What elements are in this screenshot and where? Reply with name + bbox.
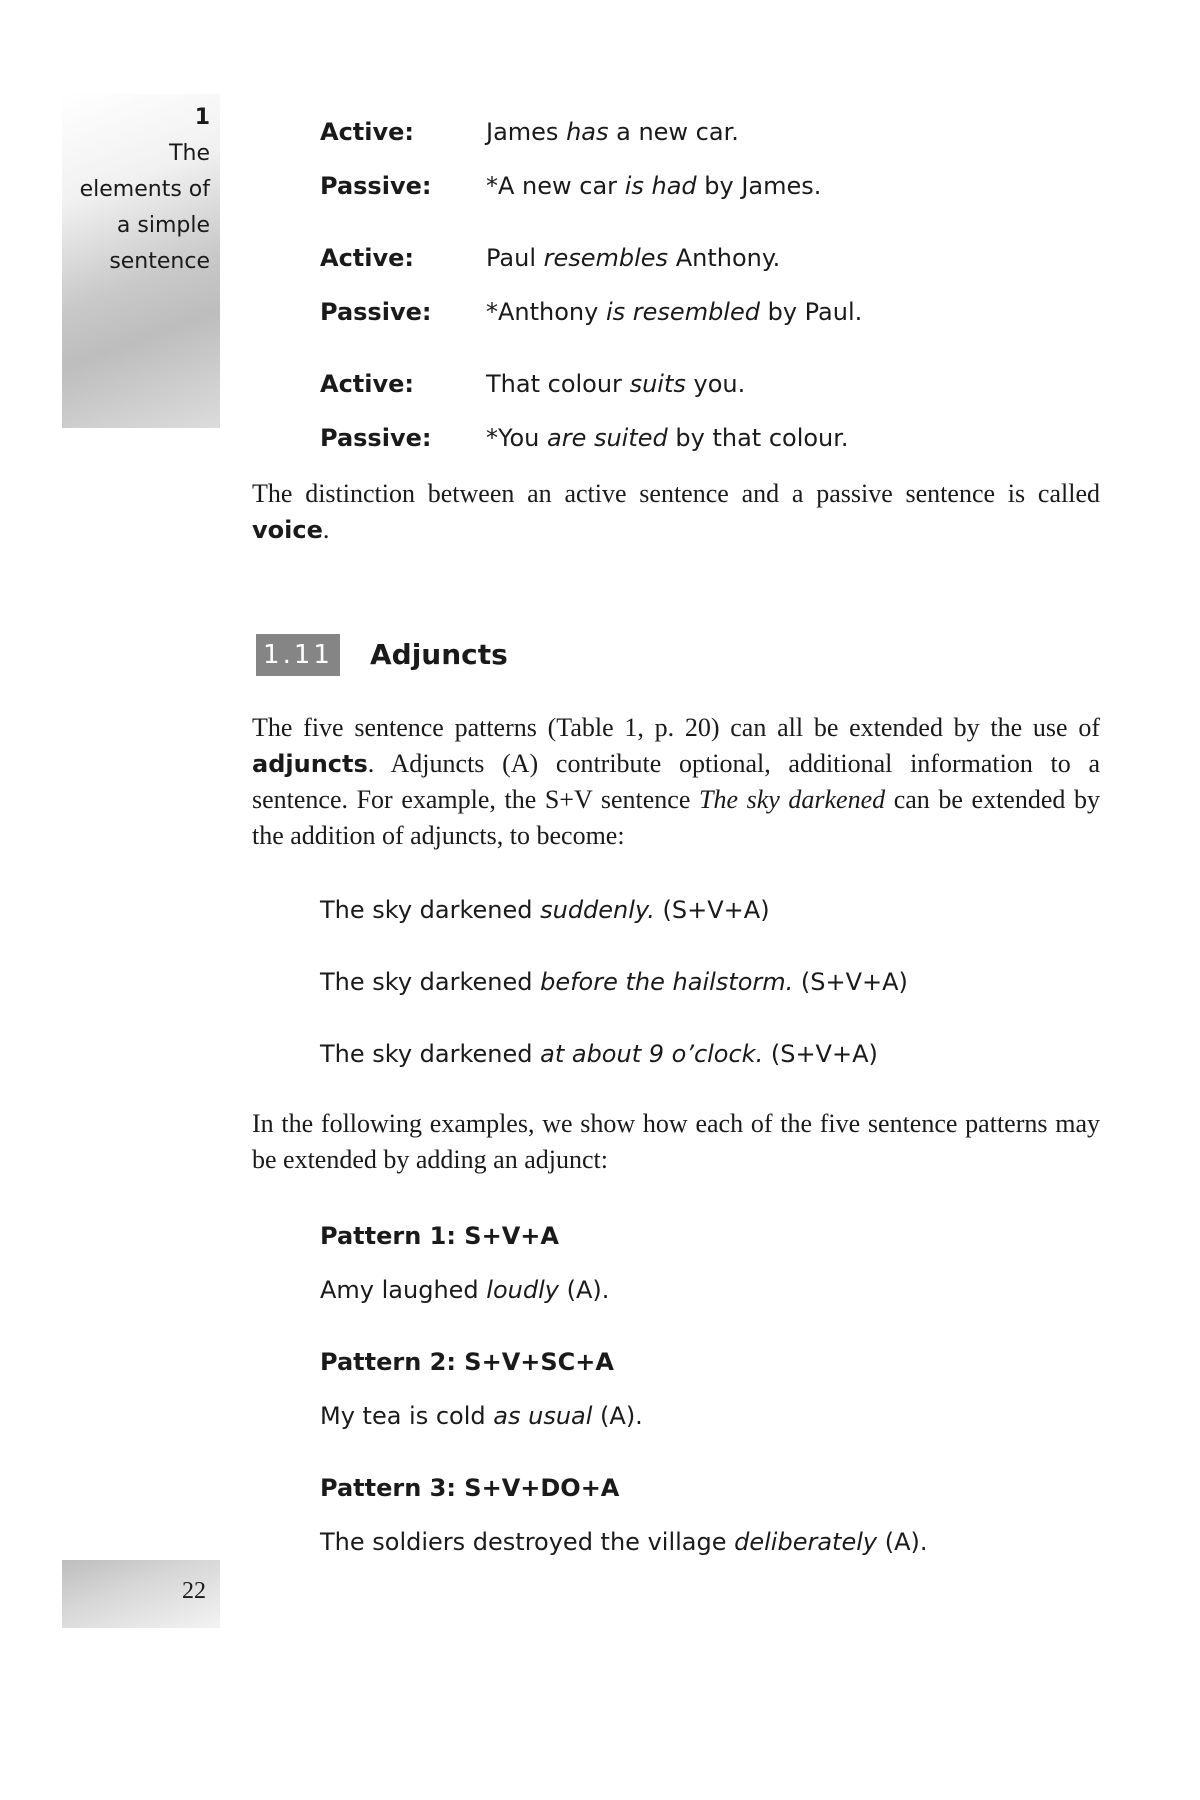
section-number-badge: 1.11 [256, 634, 340, 676]
section-title: Adjuncts [370, 638, 508, 671]
example-sentence: The sky darkened suddenly. (S+V+A) [320, 896, 770, 924]
pattern-heading: Pattern 1: S+V+A [320, 1222, 559, 1250]
example-sentence: The sky darkened before the hailstorm. (S+V+A) [320, 968, 908, 996]
passive-label: Passive: [320, 424, 432, 452]
pattern-heading: Pattern 2: S+V+SC+A [320, 1348, 614, 1376]
chapter-title-line: a simple [116, 213, 210, 238]
example-phrase: The sky darkened [698, 785, 886, 814]
passive-label: Passive: [320, 298, 432, 326]
pattern-heading: Pattern 3: S+V+DO+A [320, 1474, 620, 1502]
term-voice: voice [252, 516, 323, 544]
voice-paragraph: The distinction between an active sentence and a passive sentence is called voice. [252, 479, 1100, 544]
adjunct-paragraph: The five sentence patterns (Table 1, p. 20) can all be extended by the use of adjuncts. Adjuncts (A) contribute optional, additional information to a sentence. For example, the S+V sentence The sky darkened can be extended by the addition of adjuncts, to become: [252, 713, 1100, 850]
example-sentence: The soldiers destroyed the village deliberately (A). [320, 1528, 928, 1556]
example-sentence: *A new car is had by James. [486, 172, 822, 200]
page-number: 22 [182, 1578, 206, 1604]
example-sentence: *Anthony is resembled by Paul. [486, 298, 863, 326]
page-number-tab [62, 1560, 220, 1628]
chapter-title-line: elements of [79, 177, 210, 202]
example-sentence: Paul resembles Anthony. [486, 244, 781, 272]
chapter-title-line: The [169, 141, 210, 166]
active-label: Active: [320, 118, 415, 146]
example-sentence: James has a new car. [486, 118, 739, 146]
example-sentence: My tea is cold as usual (A). [320, 1402, 643, 1430]
active-label: Active: [320, 244, 415, 272]
chapter-title-line: sentence [109, 249, 210, 274]
active-label: Active: [320, 370, 415, 398]
following-paragraph: In the following examples, we show how each of the five sentence patterns may be extended by adding an adjunct: [252, 1109, 1100, 1174]
chapter-tab [62, 94, 220, 428]
example-sentence: The sky darkened at about 9 o’clock. (S+V+A) [320, 1040, 878, 1068]
chapter-heading [80, 100, 210, 280]
example-sentence: That colour suits you. [486, 370, 746, 398]
term-adjuncts: adjuncts [252, 750, 368, 778]
example-sentence: *You are suited by that colour. [486, 424, 849, 452]
passive-label: Passive: [320, 172, 432, 200]
chapter-number: 1 [194, 105, 210, 130]
example-sentence: Amy laughed loudly (A). [320, 1276, 610, 1304]
